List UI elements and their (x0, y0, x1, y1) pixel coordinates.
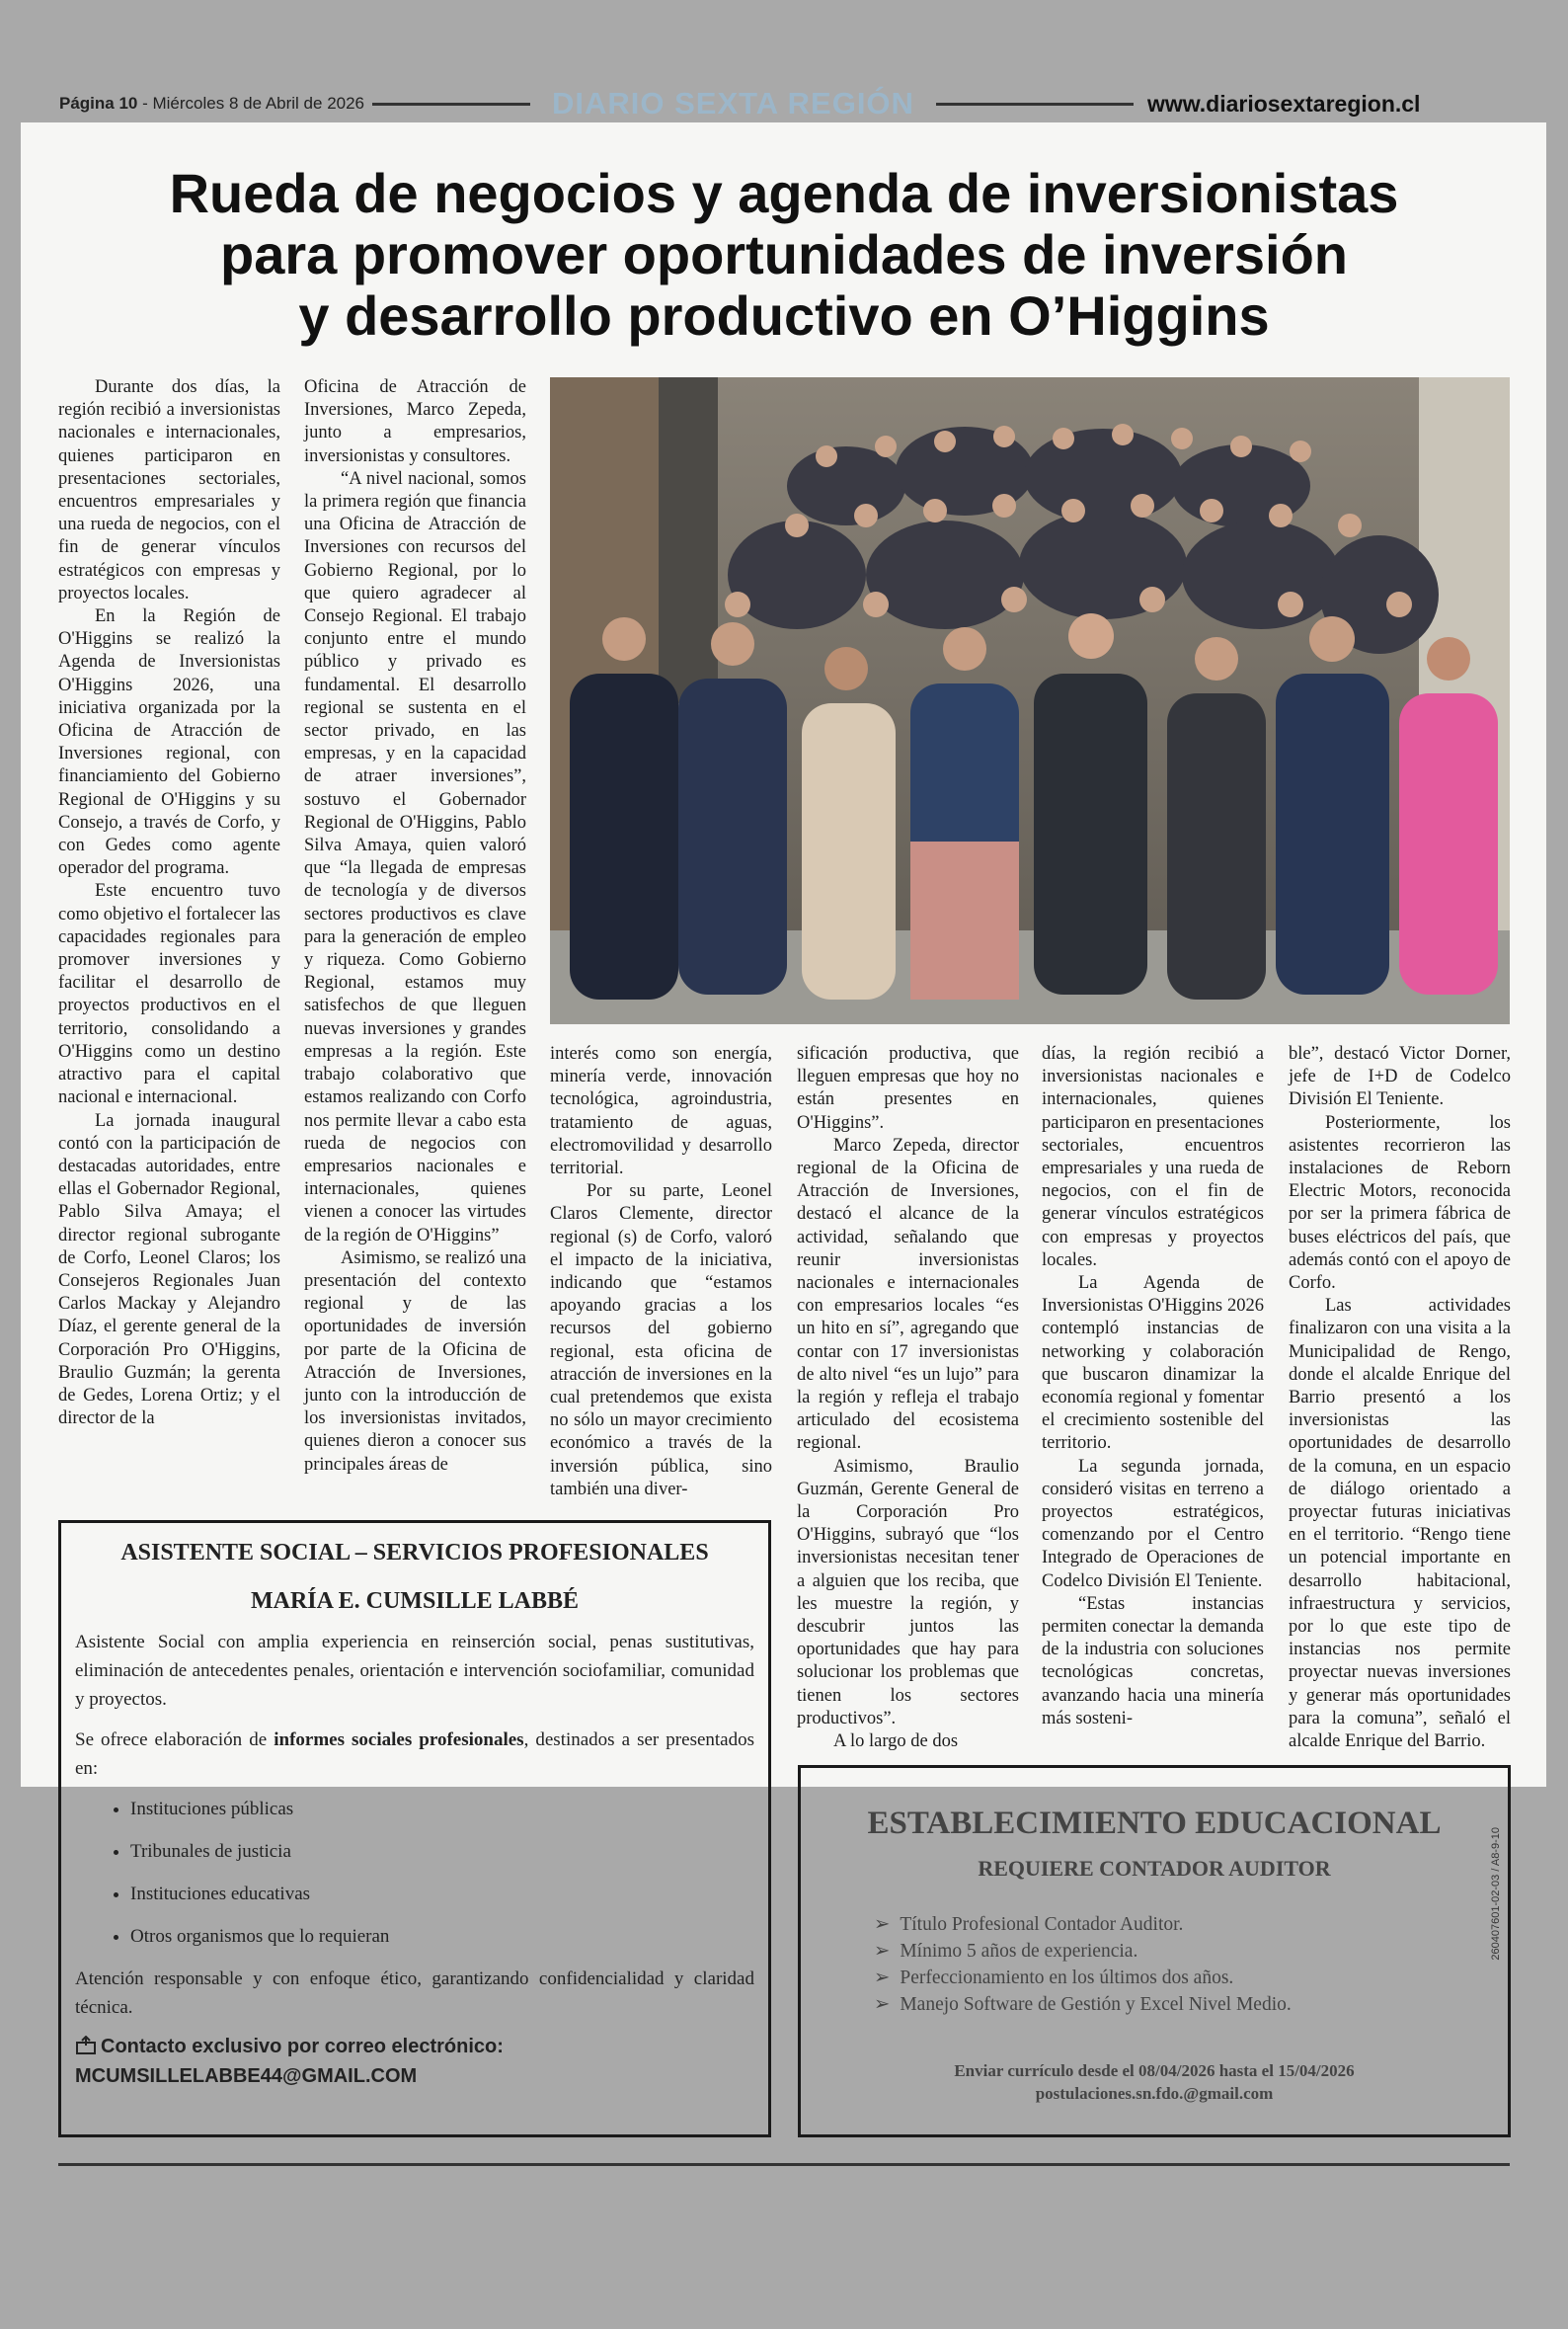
paragraph: La jornada inaugural contó con la participación de destacadas autoridades, entre ellas el Gobernador Regional, Pablo Silva Amaya; el director regional subrogante de Corfo, Leonel Claros; los Consejeros Regionales Juan Carlos Mackay y Alejandro Díaz, el gerente general de la Corporación Pro O'Higgins, Braulio Guzmán; la gerenta de Gedes, Lorena Ortiz; y el director de la (58, 1110, 280, 1429)
contact-email[interactable]: MCUMSILLELABBE44@GMAIL.COM (75, 2065, 418, 2087)
page-header (59, 84, 1521, 123)
paragraph: Asimismo, se realizó una presentación del contexto regional y de las oportunidades de inversión por parte de la Oficina de Atracción de Inversiones, junto con la introducción de los inversionistas invitados, quienes dieron a conocer sus principales áreas de (304, 1247, 526, 1475)
offer-highlight: informes sociales profesionales (274, 1729, 524, 1750)
list-item: • Tribunales de justicia (130, 1837, 754, 1866)
paragraph: sificación productiva, que lleguen empresas que hoy no están presentes en O'Higgins”. (797, 1044, 1019, 1133)
paragraph: interés como son energía, minería verde, innovación tecnológica, agroindustria, tratamiento de aguas, electromovilidad y desarrollo territorial. (550, 1044, 772, 1179)
group-photo-image (550, 377, 1510, 1024)
list-item: • Otros organismos que lo requieran (130, 1922, 754, 1951)
ad-social-closing: Atención responsable y con enfoque ético, garantizando confidencialidad y claridad técnica. (75, 1968, 754, 2018)
article-column-5 (1042, 1043, 1264, 1730)
masthead: DIARIO SEXTA REGIÓN (552, 86, 914, 120)
article-column-3 (550, 1043, 772, 1501)
article-headline (0, 163, 1568, 347)
paragraph: Posteriormente, los asistentes recorrieron las instalaciones de Reborn Electric Motors, reconocida por ser la primera fábrica de buses eléctricos del país, que además contó con el apoyo de Corfo. (1289, 1112, 1511, 1294)
paragraph: En la Región de O'Higgins se realizó la Agenda de Inversionistas O'Higgins 2026, una iniciativa organizada por la Oficina de Atracción de Inversiones regional, con financiamiento del Gobierno Regional de O'Higgins y su Consejo, a través de Corfo, y con Gedes como agente operador del programa. (58, 606, 280, 879)
paragraph: “A nivel nacional, somos la primera región que financia una Oficina de Atracción de Inversiones con recursos del Gobierno Regional, por lo que quiero agradecer al Consejo Regional. El trabajo conjunto entre el mundo público y privado es fundamental. El desarrollo regional se sustenta en el sector privado, en las empresas, y en la capacidad de atraer inversiones”, sostuvo el Gobernador Regional de O'Higgins, Pablo Silva Amaya, quien valoró que “la llegada de empresas de tecnología y de diversos sectores productivos es clave para la generación de empleo y riqueza. Como Gobierno Regional, estamos muy satisfechos de que lleguen nuevas inversiones y grandes empresas a la región. Este trabajo colaborativo que estamos realizando con Corfo nos permite llevar a cabo esta rueda de negocios con empresarios nacionales e internacionales, quienes vienen a conocer las virtudes de la región de O'Higgins” (304, 468, 526, 1245)
paragraph: La segunda jornada, consideró visitas en terreno a proyectos estratégicos, comenzando por el Centro Integrado de Operaciones de Codelco División El Teniente. (1042, 1456, 1264, 1591)
page-info (59, 94, 364, 114)
paragraph: La Agenda de Inversionistas O'Higgins 2026 contempló instancias de networking y colaboración que buscaron dinamizar la economía regional y fomentar el crecimiento sostenible del territorio. (1042, 1273, 1264, 1454)
list-item: • Instituciones públicas (130, 1795, 754, 1823)
paragraph: A lo largo de dos (833, 1731, 959, 1752)
article-column-1 (58, 376, 280, 1430)
paragraph: días, la región recibió a inversionistas nacionales e internacionales, quienes participaron en presentaciones sectoriales, encuentros empresariales y una rueda de negocios, con el fin de generar vínculos estratégicos con empresas y proyectos locales. (1042, 1044, 1264, 1270)
paragraph: Durante dos días, la región recibió a inversionistas nacionales e internacionales, quienes participaron en presentaciones sectoriales, encuentros empresariales y una rueda de negocios, con el fin de generar vínculos estratégicos con empresas y proyectos locales. (58, 377, 280, 603)
list-item: ➢ Perfeccionamiento en los últimos dos años. (874, 1965, 1484, 1991)
header-rule-right (936, 103, 1134, 106)
paragraph: “Estas instancias permiten conectar la demanda de la industria con soluciones tecnológicas concretas, avanzando hacia una minería más sosteni- (1042, 1593, 1264, 1728)
contact-label: Contacto exclusivo por correo electrónico: (101, 2036, 504, 2057)
ad-school-send (824, 2059, 1484, 2105)
ad-social-list (130, 1795, 754, 1951)
article-column-2 (304, 376, 526, 1477)
paragraph: Oficina de Atracción de Inversiones, Marco Zepeda, junto a empresarios, inversionistas y consultores. (304, 377, 526, 466)
contact-label-row (75, 2032, 754, 2061)
send-email[interactable]: postulaciones.sn.fdo.@gmail.com (1035, 2084, 1274, 2103)
ad-social-offer (75, 1726, 754, 1783)
offer-text-end: , destinados a ser presentados en: (75, 1729, 754, 1779)
ad-school-requirements (874, 1911, 1484, 2018)
list-item: ➢ Mínimo 5 años de experiencia. (874, 1938, 1484, 1965)
ad-social-intro: Asistente Social con amplia experiencia en reinserción social, penas sustitutivas, eliminación de antecedentes penales, orientación e intervención sociofamiliar, comunidad y proyectos. (75, 1632, 754, 1710)
ad-code: 260407601-02-03 / A8-9-10 (1490, 1827, 1502, 1961)
mail-icon (75, 2036, 97, 2055)
offer-text: Se ofrece elaboración de (75, 1729, 268, 1750)
send-dates: Enviar currículo desde el 08/04/2026 hasta el 15/04/2026 (954, 2061, 1355, 2080)
list-item: • Instituciones educativas (130, 1880, 754, 1908)
page-label: Página 10 (59, 94, 138, 113)
paragraph: ble”, destacó Victor Dorner, jefe de I+D de Codelco División El Teniente. (1289, 1044, 1511, 1110)
headline-line-1: Rueda de negocios y agenda de inversionistas (169, 162, 1399, 224)
paragraph: Por su parte, Leonel Claros Clemente, director regional (s) de Corfo, valoró el impacto de la iniciativa, indicando que “estamos apoyando gracias a los recursos del gobierno regional, esta oficina de atracción de inversiones en la cual pretendemos que exista no sólo un mayor crecimiento económico a través de la inversión pública, sino también una diver- (550, 1181, 772, 1499)
list-item: ➢ Título Profesional Contador Auditor. (874, 1911, 1484, 1938)
paragraph: Las actividades finalizaron con una visita a la Municipalidad de Rengo, donde el alcalde Enrique del Barrio presentó a los inversionistas las oportunidades de desarrollo de la comuna, en un espacio de diálogo orientado a proyectar futuras iniciativas en el territorio. “Rengo tiene un potencial importante en desarrollo habitacional, infraestructura y servicios, por lo que este tipo de instancias nos permite proyectar nuevas inversiones y generar más oportunidades para la comuna”, señaló el alcalde Enrique del Barrio. (1289, 1296, 1511, 1752)
ad-social-worker (58, 1520, 771, 2137)
paragraph: Marco Zepeda, director regional de la Oficina de Atracción de Inversiones, destacó el alcance de la actividad, señalando que reunir inversionistas nacionales e internacionales con empresarios locales “es un hito en sí”, agregando que contar con 17 inversionistas de alto nivel “es un lujo” para la región y refleja el trabajo articulado del ecosistema regional. (797, 1135, 1019, 1454)
ad-school-subtitle: REQUIERE CONTADOR AUDITOR (978, 1856, 1331, 1881)
article-column-4 (797, 1043, 1019, 1753)
ad-school (798, 1765, 1511, 2137)
header-rule-left (372, 103, 530, 106)
article-column-6 (1289, 1043, 1511, 1753)
site-url[interactable]: www.diariosextaregion.cl (1146, 90, 1421, 117)
paragraph: Asimismo, Braulio Guzmán, Gerente General de la Corporación Pro O'Higgins, subrayó que “los inversionistas necesitan tener a alguien que los reciba, que les muestre la región, y descubrir juntos las oportunidades que hay para solucionar los problemas que tienen los sectores productivos”. (797, 1456, 1019, 1728)
headline-line-3: y desarrollo productivo en O’Higgins (298, 284, 1270, 347)
list-item: ➢ Manejo Software de Gestión y Excel Nivel Medio. (874, 1991, 1484, 2018)
group-photo (550, 377, 1510, 1024)
ad-social-name: MARÍA E. CUMSILLE LABBÉ (250, 1588, 580, 1614)
headline-line-2: para promover oportunidades de inversión (219, 223, 1348, 285)
page-date: - Miércoles 8 de Abril de 2026 (142, 94, 365, 113)
ad-school-title: ESTABLECIMIENTO EDUCACIONAL (867, 1806, 1442, 1841)
bottom-rule (58, 2163, 1510, 2166)
paragraph: Este encuentro tuvo como objetivo el fortalecer las capacidades regionales para promover inversiones y facilitar el desarrollo de proyectos productivos en el territorio, consolidando a O'Higgins como un destino atractivo para el capital nacional e internacional. (58, 881, 280, 1108)
ad-social-title: ASISTENTE SOCIAL – SERVICIOS PROFESIONALES (120, 1540, 709, 1566)
ad-social-contact (75, 2032, 754, 2091)
